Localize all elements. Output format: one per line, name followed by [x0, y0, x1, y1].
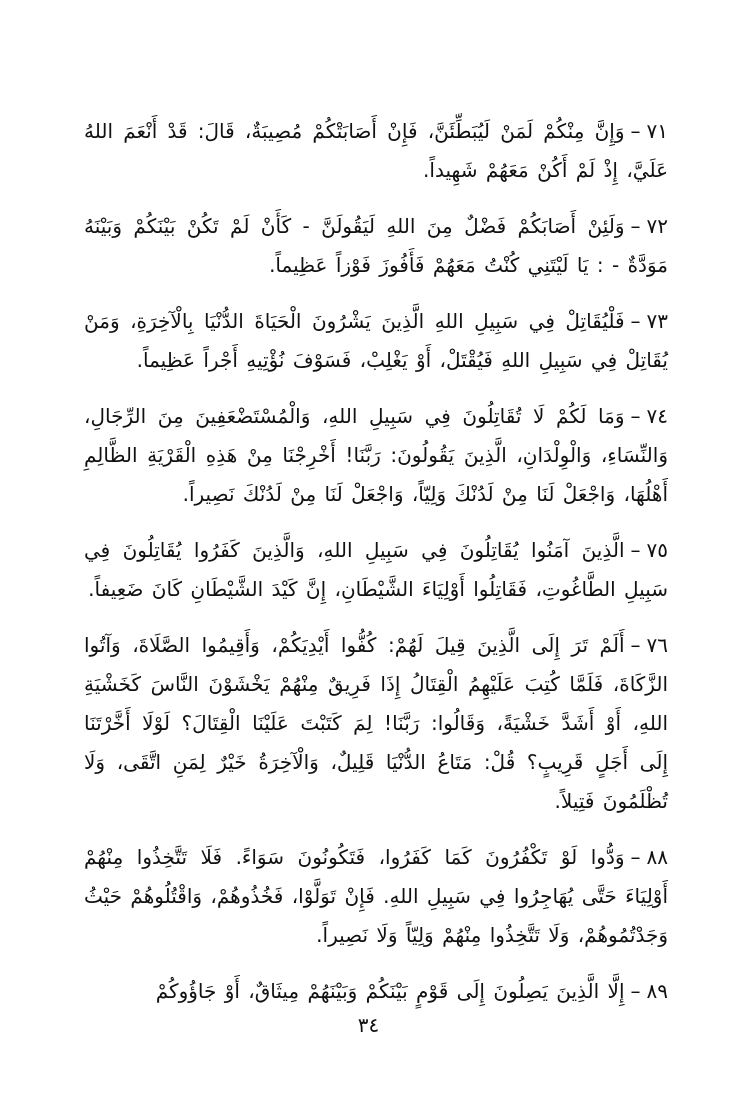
- verse-74: [84, 397, 668, 514]
- verse-71: [84, 112, 668, 190]
- verse-text: فَلْيُقَاتِلْ فِي سَبِيلِ اللهِ الَّذِينَ يَشْرُونَ الْحَيَاةَ الدُّنْيَا بِالْآخِرَةِ، وَمَنْ يُقَاتِلْ فِي سَبِيلِ اللهِ فَيُقْتَلْ، أَوْ يَغْلِبْ، فَسَوْفَ نُؤْتِيهِ أَجْراً عَظِيماً.: [84, 309, 668, 372]
- verse-dash: –: [630, 404, 641, 428]
- verse-number: ٧١: [646, 119, 668, 143]
- verse-number: ٧٢: [646, 214, 668, 238]
- verse-text: إِلَّا الَّذِينَ يَصِلُونَ إِلَى قَوْمٍ بَيْنَكُمْ وَبَيْنَهُمْ مِيثَاقٌ، أَوْ جَاؤُوكُمْ: [155, 979, 625, 1003]
- verse-76: [84, 626, 668, 821]
- verse-text: وَمَا لَكُمْ لَا تُقَاتِلُونَ فِي سَبِيلِ اللهِ، وَالْمُسْتَضْعَفِينَ مِنَ الرِّجَالِ، وَالنِّسَاءِ، وَالْوِلْدَانِ، الَّذِينَ يَقُولُونَ: رَبَّنَا! أَخْرِجْنَا مِنْ هَذِهِ الْقَرْيَةِ الظَّالِمِ أَهْلُهَا، وَاجْعَلْ لَنَا مِنْ لَدُنْكَ وَلِيّاً، وَاجْعَلْ لَنَا مِنْ لَدُنْكَ نَصِيراً.: [84, 404, 668, 506]
- verse-75: [84, 531, 668, 609]
- verse-list: [84, 112, 668, 1028]
- verse-number: ٧٦: [646, 633, 668, 657]
- verse-dash: –: [630, 214, 641, 238]
- verse-number: ٧٤: [646, 404, 668, 428]
- verse-text: وَدُّوا لَوْ تَكْفُرُونَ كَمَا كَفَرُوا، فَتَكُونُونَ سَوَاءً. فَلَا تَتَّخِذُوا مِنْهُمْ أَوْلِيَاءَ حَتَّى يُهَاجِرُوا فِي سَبِيلِ اللهِ. فَإِنْ تَوَلَّوْا، فَخُذُوهُمْ، وَاقْتُلُوهُمْ حَيْثُ وَجَدْتُمُوهُمْ، وَلَا تَتَّخِذُوا مِنْهُمْ وَلِيّاً وَلَا نَصِيراً.: [84, 845, 668, 947]
- verse-89: [84, 972, 668, 1011]
- verse-number: ٧٣: [646, 309, 668, 333]
- verse-number: ٨٨: [646, 845, 668, 869]
- verse-dash: –: [630, 845, 641, 869]
- verse-72: [84, 207, 668, 285]
- verse-number: ٨٩: [646, 979, 668, 1003]
- verse-number: ٧٥: [646, 538, 668, 562]
- verse-text: أَلَمْ تَرَ إِلَى الَّذِينَ قِيلَ لَهُمْ: كُفُّوا أَيْدِيَكُمْ، وَأَقِيمُوا الصَّلَاةَ، وَآتُوا الزَّكَاةَ، فَلَمَّا كُتِبَ عَلَيْهِمُ الْقِتَالُ إِذَا فَرِيقٌ مِنْهُمْ يَخْشَوْنَ النَّاسَ كَخَشْيَةِ اللهِ، أَوْ أَشَدَّ خَشْيَةً، وَقَالُوا: رَبَّنَا! لِمَ كَتَبْتَ عَلَيْنَا الْقِتَالَ؟ لَوْلَا أَخَّرْتَنَا إِلَى أَجَلٍ قَرِيبٍ؟ قُلْ: مَتَاعُ الدُّنْيَا قَلِيلٌ، وَالْآخِرَةُ خَيْرٌ لِمَنِ اتَّقَى، وَلَا تُظْلَمُونَ فَتِيلاً.: [84, 633, 668, 813]
- verse-73: [84, 302, 668, 380]
- verse-text: الَّذِينَ آمَنُوا يُقَاتِلُونَ فِي سَبِيلِ اللهِ، وَالَّذِينَ كَفَرُوا يُقَاتِلُونَ فِي سَبِيلِ الطَّاغُوتِ، فَقَاتِلُوا أَوْلِيَاءَ الشَّيْطَانِ، إِنَّ كَيْدَ الشَّيْطَانِ كَانَ ضَعِيفاً.: [84, 538, 668, 601]
- verse-text: وَلَئِنْ أَصَابَكُمْ فَضْلٌ مِنَ اللهِ لَيَقُولَنَّ - كَأَنْ لَمْ تَكُنْ بَيْنَكُمْ وَبَيْنَهُ مَوَدَّةٌ - : يَا لَيْتَنِي كُنْتُ مَعَهُمْ فَأَفُوزَ فَوْزاً عَظِيماً.: [84, 214, 668, 277]
- verse-dash: –: [630, 979, 641, 1003]
- verse-dash: –: [630, 538, 641, 562]
- page-number: ٣٤: [357, 1013, 380, 1037]
- verse-88: [84, 838, 668, 955]
- verse-dash: –: [630, 309, 641, 333]
- verse-text: وَإِنَّ مِنْكُمْ لَمَنْ لَيُبَطِّئَنَّ، فَإِنْ أَصَابَتْكُمْ مُصِيبَةٌ، قَالَ: قَدْ أَنْعَمَ اللهُ عَلَيَّ، إِذْ لَمْ أَكُنْ مَعَهُمْ شَهِيداً.: [84, 119, 668, 182]
- verse-dash: –: [630, 633, 641, 657]
- verse-dash: –: [630, 119, 641, 143]
